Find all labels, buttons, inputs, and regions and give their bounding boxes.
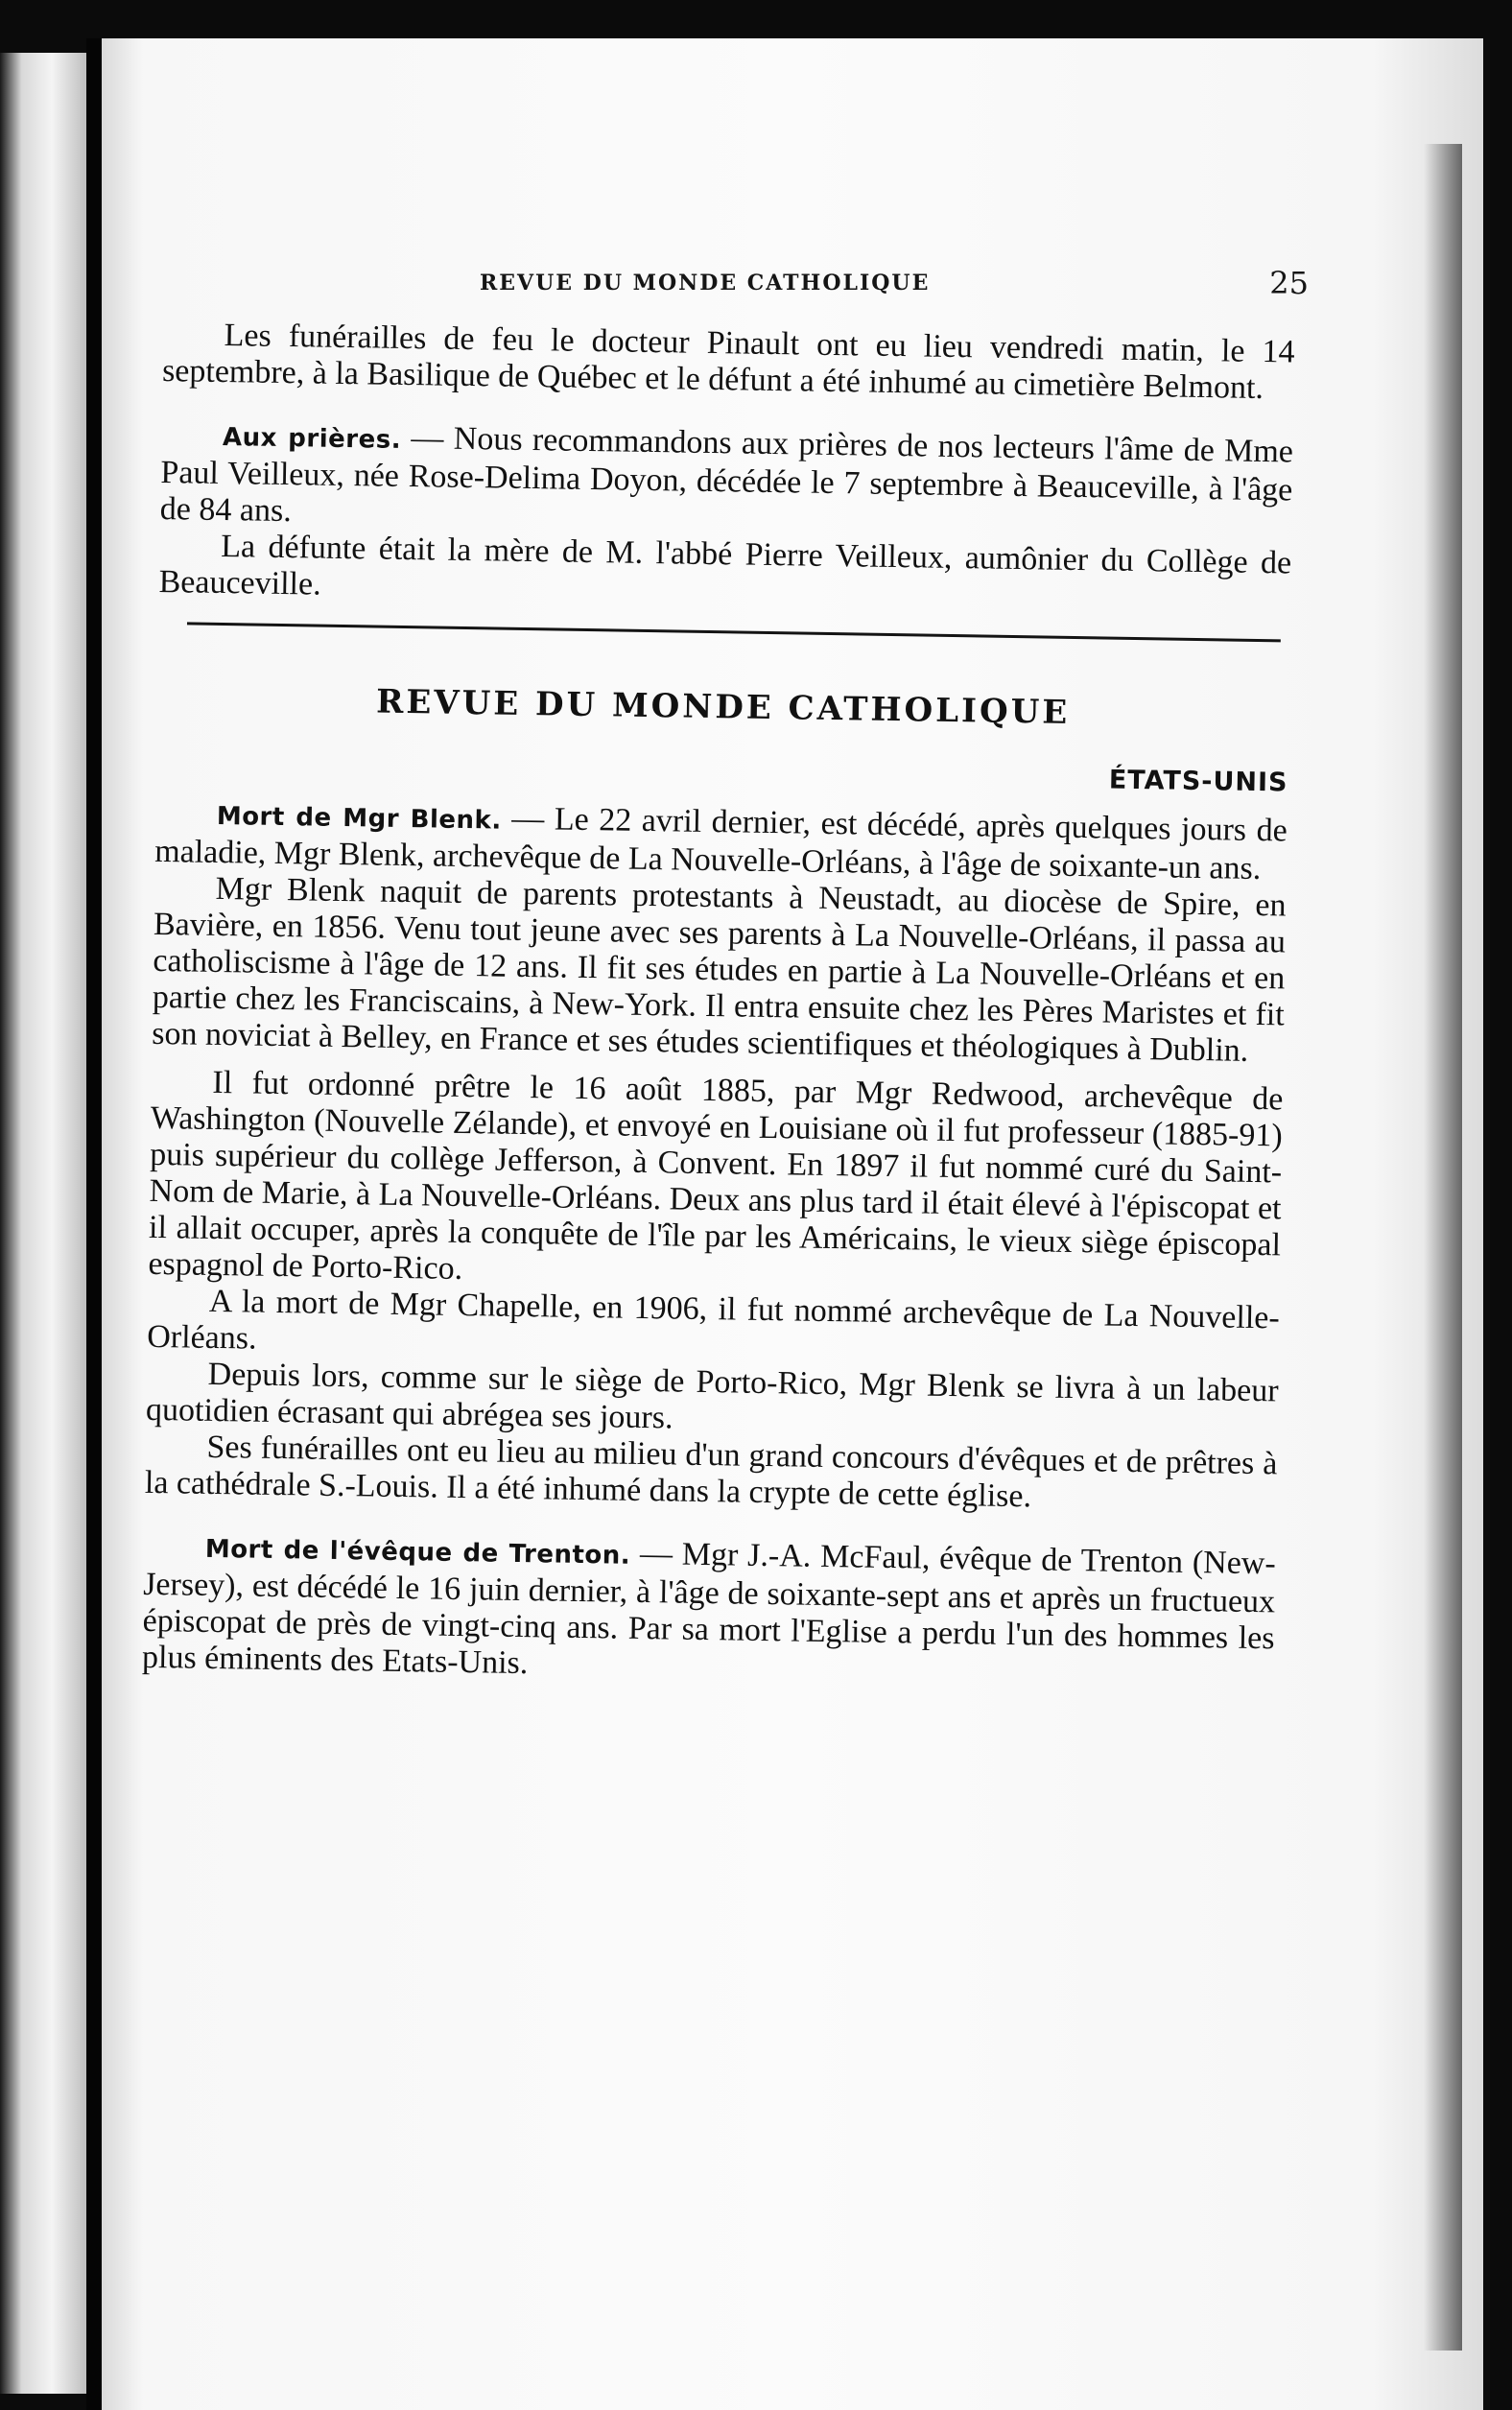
paragraph-blenk-archeveque: A la mort de Mgr Chapelle, en 1906, il fut nommé archevêque de La Nouvelle-Orléans.: [147, 1283, 1281, 1357]
paragraph-blenk-funerailles: Ses funérailles ont eu lieu au milieu d'un grand concours d'évêques et de prêtres à la cathédrale S.-Louis. Il a été inhumé dans la crypte de cette église.: [144, 1429, 1278, 1515]
paragraph-aux-prieres: [160, 416, 1294, 546]
previous-page-edge: [0, 53, 86, 2394]
paragraph-blenk-ordination: Il fut ordonné prêtre le 16 août 1885, par Mgr Redwood, archevêque de Washington (Nouvelle Zélande), et envoyé en Louisiane où il fut professeur (1885-91) puis supérieur du collège Jefferson, à Convent. En 1897 il fut nommé curé du Saint-Nom de Marie, à La Nouvelle-Orléans. Deux ans plus tard il était élevé à l'épiscopat et il allait occuper, après la conquête de l'île par les Américains, le vieux siège épiscopal espagnol de Porto-Rico.: [148, 1064, 1284, 1288]
section-divider: [187, 622, 1281, 642]
book-spine: [86, 38, 102, 2410]
section-title: REVUE DU MONDE CATHOLIQUE: [375, 682, 1071, 732]
mort-blenk-heading: Mort de Mgr Blenk.: [216, 801, 502, 836]
paragraph-funerailles-pinault: Les funérailles de feu le docteur Pinault ont eu lieu vendredi matin, le 14 septembre, à la Basilique de Québec et le défunt a été inhumé au cimetière Belmont.: [161, 318, 1295, 407]
aux-prieres-text: — Nous recommandons aux prières de nos lecteurs l'âme de Mme Paul Veilleux, née Rose-Delima Doyon, décédée le 7 septembre à Beauceville, à l'âge de 84 ans.: [159, 419, 1294, 530]
region-heading: [155, 747, 1288, 802]
running-title: REVUE DU MONDE CATHOLIQUE: [480, 271, 931, 295]
page-number: 25: [1269, 265, 1309, 301]
paragraph-defunte: La défunte était la mère de M. l'abbé Pierre Veilleux, aumônier du Collège de Beauceville.: [158, 528, 1292, 602]
page-header: [374, 234, 1334, 301]
mort-trenton-heading: Mort de l'évêque de Trenton.: [204, 1534, 631, 1571]
aux-prieres-heading: Aux prières.: [222, 422, 402, 455]
paragraph-blenk-labeur: Depuis lors, comme sur le siège de Porto-Rico, Mgr Blenk se livra à un labeur quotidien écrasant qui abrégea ses jours.: [145, 1356, 1279, 1436]
page-edge-shadow: [1424, 144, 1462, 2351]
page-body: [142, 317, 1295, 1693]
paragraph-mort-trenton: [142, 1528, 1276, 1694]
mort-trenton-text: — Mgr J.-A. McFaul, évêque de Trenton (New-Jersey), est décédé le 16 juin dernier, à l'âge de soixante-sept ans et après un fructueux épiscopat de près de vingt-cinq ans. Par sa mort l'Eglise a perdu l'un des hommes les plus éminents des Etats-Unis.: [141, 1535, 1277, 1682]
region-heading-text: ÉTATS-UNIS: [1108, 765, 1288, 798]
mort-blenk-text: — Le 22 avril dernier, est décédé, après quelques jours de maladie, Mgr Blenk, archevêque de La Nouvelle-Orléans, à l'âge de soixante-un ans.: [154, 800, 1288, 887]
paragraph-blenk-origines: Mgr Blenk naquit de parents protestants à Neustadt, au diocèse de Spire, en Bavière, en 1856. Venu tout jeune avec ses parents à La Nouvelle-Orléans, il passa au catholiscisme à l'âge de 12 ans. Il fit ses études en partie à La Nouvelle-Orléans et en partie chez les Franciscains, à New-York. Il entra ensuite chez les Pères Maristes et fit son noviciat à Belley, en France et ses études scientifiques et théologiques à Dublin.: [151, 870, 1287, 1069]
